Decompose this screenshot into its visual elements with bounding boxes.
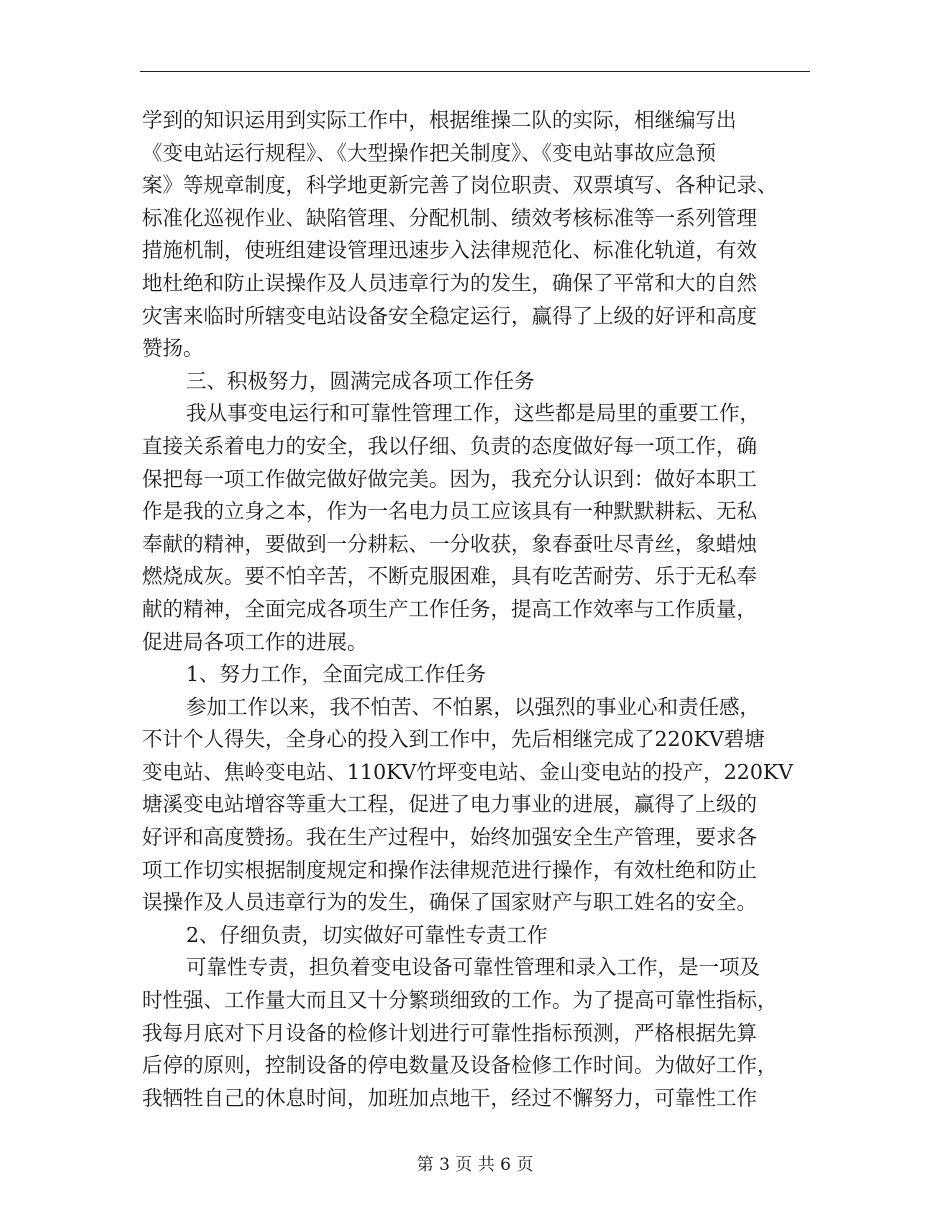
header-rule [140,71,810,72]
subsection-heading-1: 1、努力工作，全面完成工作任务 [186,662,487,687]
paragraph-2: 我从事变电运行和可靠性管理工作，这些都是局里的重要工作， 直接关系着电力的安全，我以仔细、负责的态度做好每一项工作，确 保把每一项工作做完做好做完美。因为，我充分认识到：做好本职工 作是我的立身之本，作为一名电力员工应该具有一种默默耕耘、无私 奉献的精神，要做到一分耕耘、一分收获，象春蚕吐尽青丝，象蜡烛 燃烧成灰。要不怕辛苦，不断克服困难，具有吃苦耐劳、乐于无私奉 献的精神，全面完成各项生产工作任务，提高工作效率与工作质量， 促进局各项工作的进展。 [142,401,760,654]
paragraph-4: 可靠性专责，担负着变电设备可靠性管理和录入工作，是一项及 时性强、工作量大而且又十分繁琐细致的工作。为了提高可靠性指标， 我每月底对下月设备的检修计划进行可靠性指标预测，严格根据先算 后停的原则，控制设备的停电数量及设备检修工作时间。为做好工作， 我牺牲自己的休息时间，加班加点地干，经过不懈努力，可靠性工作 [142,955,778,1110]
paragraph-3: 参加工作以来，我不怕苦、不怕累，以强烈的事业心和责任感， 不计个人得失，全身心的投入到工作中，先后相继完成了220KV碧塘 变电站、焦岭变电站、110KV竹坪变电站、金山变电站的投产，220KV 塘溪变电站增容等重大工程，促进了电力事业的进展，赢得了上级的 好评和高度赞扬。我在生产过程中，始终加强安全生产管理，要求各 项工作切实根据制度规定和操作法律规范进行操作，有效杜绝和防止 误操作及人员违章行为的发生，确保了国家财产与职工姓名的安全。 [142,694,793,915]
document-body [142,104,810,1114]
subsection-heading-2: 2、仔细负责，切实做好可靠性专责工作 [186,922,548,947]
paragraph-1: 学到的知识运用到实际工作中，根据维操二队的实际，相继编写出 《变电站运行规程》、《大型操作把关制度》、《变电站事故应急预 案》等规章制度，科学地更新完善了岗位职责、双票填写、各种记录、 标准化巡视作业、缺陷管理、分配机制、绩效考核标准等一系列管理 措施机制，使班组建设管理迅速步入法律规范化、标准化轨道，有效 地杜绝和防止误操作及人员违章行为的发生，确保了平常和大的自然 灾害来临时所辖变电站设备安全稳定运行，赢得了上级的好评和高度 赞扬。 [142,108,778,361]
section-heading-3: 三、积极努力，圆满完成各项工作任务 [186,368,535,393]
page-number-footer: 第 3 页 共 6 页 [416,1155,534,1175]
